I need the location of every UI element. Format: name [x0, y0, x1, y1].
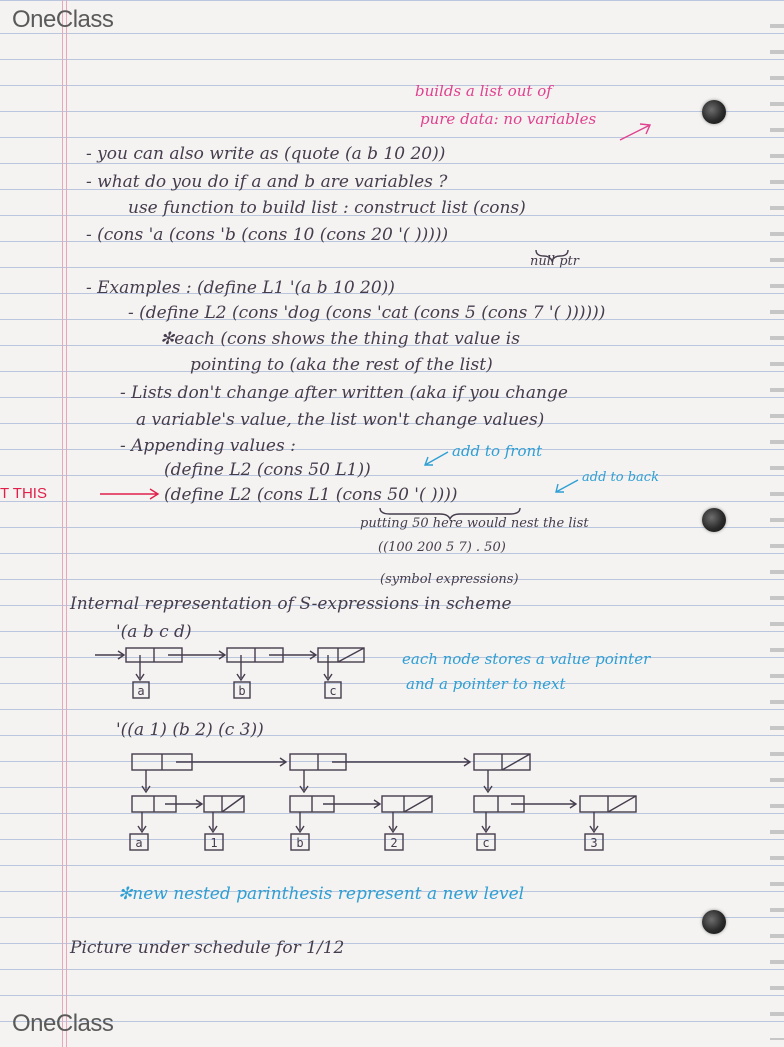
note-line: '(a b c d) — [116, 622, 192, 642]
section-heading: Internal representation of S-expressions in scheme — [70, 594, 512, 614]
annotation-just-this: T THIS — [0, 485, 47, 502]
note-line: (define L2 (cons 50 L1)) — [164, 460, 371, 480]
oneclass-logo: OneClass — [12, 6, 114, 33]
node-value-label: b — [296, 836, 304, 850]
note-line: - you can also write as (quote (a b 10 20)) — [86, 144, 446, 164]
node-value-label: 1 — [210, 836, 218, 850]
annotation-add-to-front: add to front — [452, 442, 543, 460]
node-value-label: a — [137, 684, 145, 698]
annotation-node-next: and a pointer to next — [406, 675, 566, 693]
note-line: - Lists don't change after written (aka if you change — [120, 383, 568, 403]
note-line: a variable's value, the list won't change values) — [136, 410, 545, 430]
note-line: - Appending values : — [120, 436, 296, 456]
null-brace — [536, 250, 568, 261]
note-line: ✻each (cons shows the thing that value is — [160, 329, 520, 349]
note-line: use function to build list : construct list (cons) — [128, 198, 526, 218]
arrow-icon — [620, 124, 650, 140]
node-value-label: c — [329, 684, 337, 698]
note-line: - (define L2 (cons 'dog (cons 'cat (cons 5 (cons 7 '( )))))) — [128, 303, 606, 323]
node-value-label: 3 — [590, 836, 598, 850]
node-value-label: a — [135, 836, 143, 850]
note-line: - (cons 'a (cons 'b (cons 10 (cons 20 '( ))))) — [86, 225, 449, 245]
annotation-node-value: each node stores a value pointer — [402, 650, 651, 668]
note-line: putting 50 here would nest the list — [360, 516, 589, 531]
note-line: (symbol expressions) — [380, 572, 519, 587]
note-line: ✻new nested parinthesis represent a new level — [118, 884, 525, 904]
annotation-null-ptr: null ptr — [530, 254, 579, 269]
arrow-icon — [425, 452, 448, 465]
arrow-icon — [100, 489, 158, 499]
annotation-add-to-back: add to back — [582, 470, 659, 485]
arrow-icon — [556, 480, 578, 492]
node-value-label: b — [238, 684, 246, 698]
oneclass-logo: OneClass — [12, 1010, 114, 1037]
annotation-builds-list: builds a list out of — [415, 82, 552, 100]
node-value-label: c — [482, 836, 490, 850]
nest-brace — [380, 508, 520, 519]
node-value-label: 2 — [390, 836, 398, 850]
note-line: - what do you do if a and b are variables ? — [86, 172, 448, 192]
note-line: '((a 1) (b 2) (c 3)) — [116, 720, 264, 740]
note-line: - Examples : (define L1 '(a b 10 20)) — [86, 278, 395, 298]
note-line: pointing to (aka the rest of the list) — [190, 355, 493, 375]
note-line: (define L2 (cons L1 (cons 50 '( )))) — [164, 485, 458, 505]
note-line: ((100 200 5 7) . 50) — [378, 540, 506, 555]
annotation-pure-data: pure data: no variables — [420, 110, 597, 128]
note-line: Picture under schedule for 1/12 — [70, 938, 345, 958]
